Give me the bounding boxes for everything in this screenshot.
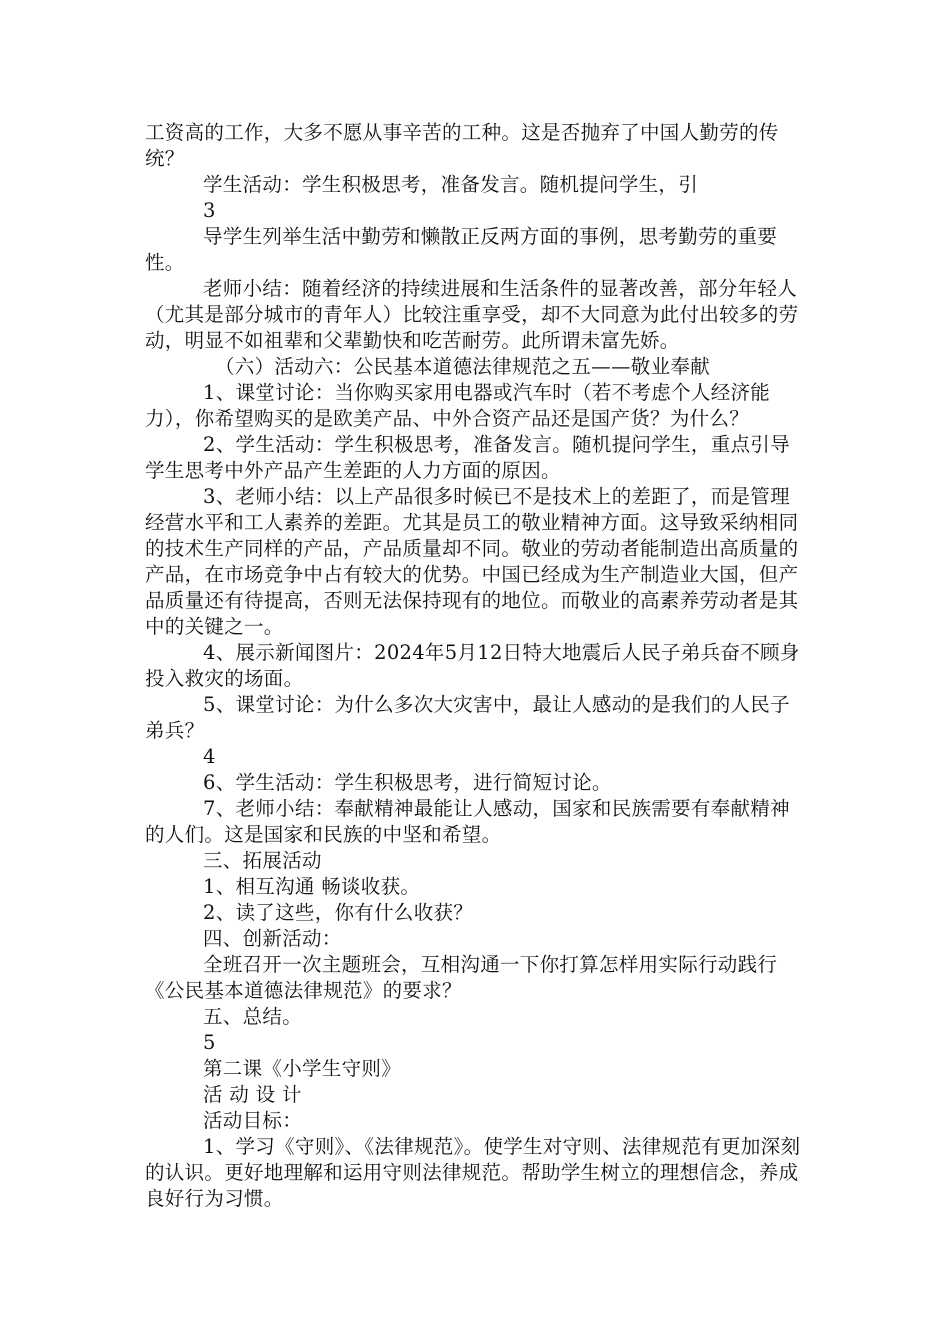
paragraph: 活动目标： xyxy=(203,1109,303,1132)
paragraph: 1、学习《守则》、《法律规范》。使学生对守则、法律规范有更加深刻的认识。更好地理解和运用守则法律规范。帮助学生树立的理想信念，养成良好行为习惯。 xyxy=(145,1135,801,1210)
paragraph: 学生活动：学生积极思考，准备发言。随机提问学生，引 xyxy=(203,173,699,196)
paragraph: 四、创新活动： xyxy=(203,927,342,950)
paragraph: 4、展示新闻图片：2024年5月12日特大地震后人民子弟兵奋不顾身投入救灾的场面。 xyxy=(145,641,800,690)
page-number: 5 xyxy=(203,1031,216,1054)
paragraph: 老师小结：随着经济的持续进展和生活条件的显著改善，部分年轻人（尤其是部分城市的青年人）比较注重享受，却不大同意为此付出较多的劳动，明显不如祖辈和父辈勤快和吃苦耐劳。此所谓未富先娇。 xyxy=(145,277,799,352)
paragraph: 3、老师小结：以上产品很多时候已不是技术上的差距了，而是管理经营水平和工人素养的差距。尤其是员工的敬业精神方面。这导致采纳相同的技术生产同样的产品，产品质量却不同。敬业的劳动者能制造出高质量的产品，在市场竞争中占有较大的优势。中国已经成为生产制造业大国，但产品质量还有待提高，否则无法保持现有的地位。而敬业的高素养劳动者是其中的关键之一。 xyxy=(145,485,799,638)
paragraph: 1、课堂讨论：当你购买家用电器或汽车时（若不考虑个人经济能力），你希望购买的是欧美产品、中外合资产品还是国产货？为什么？ xyxy=(145,381,771,430)
paragraph: 7、老师小结：奉献精神最能让人感动，国家和民族需要有奉献精神的人们。这是国家和民族的中坚和希望。 xyxy=(145,797,790,846)
paragraph: 导学生列举生活中勤劳和懒散正反两方面的事例，思考勤劳的重要性。 xyxy=(145,225,778,274)
paragraph: 活 动 设 计 xyxy=(203,1083,302,1106)
paragraph: 2、学生活动：学生积极思考，准备发言。随机提问学生，重点引导学生思考中外产品产生差距的人力方面的原因。 xyxy=(145,433,790,482)
paragraph: 三、拓展活动 xyxy=(203,849,322,872)
page-number: 3 xyxy=(203,199,216,222)
paragraph: 1、相互沟通 畅谈收获。 xyxy=(203,875,421,898)
page-number: 4 xyxy=(203,745,216,768)
paragraph: （六）活动六：公民基本道德法律规范之五——敬业奉献 xyxy=(215,355,711,378)
paragraph: 第二课《小学生守则》 xyxy=(203,1057,402,1080)
paragraph: 6、学生活动：学生积极思考，进行简短讨论。 xyxy=(203,771,612,794)
paragraph: 工资高的工作，大多不愿从事辛苦的工种。这是否抛弃了中国人勤劳的传统？ xyxy=(145,121,779,170)
document-body xyxy=(145,120,809,1212)
paragraph: 全班召开一次主题班会，互相沟通一下你打算怎样用实际行动践行《公民基本道德法律规范》的要求？ xyxy=(145,953,778,1002)
paragraph: 2、读了这些，你有什么收获？ xyxy=(203,901,474,924)
paragraph: 五、总结。 xyxy=(203,1005,303,1028)
paragraph: 5、课堂讨论：为什么多次大灾害中，最让人感动的是我们的人民子弟兵？ xyxy=(145,693,790,742)
